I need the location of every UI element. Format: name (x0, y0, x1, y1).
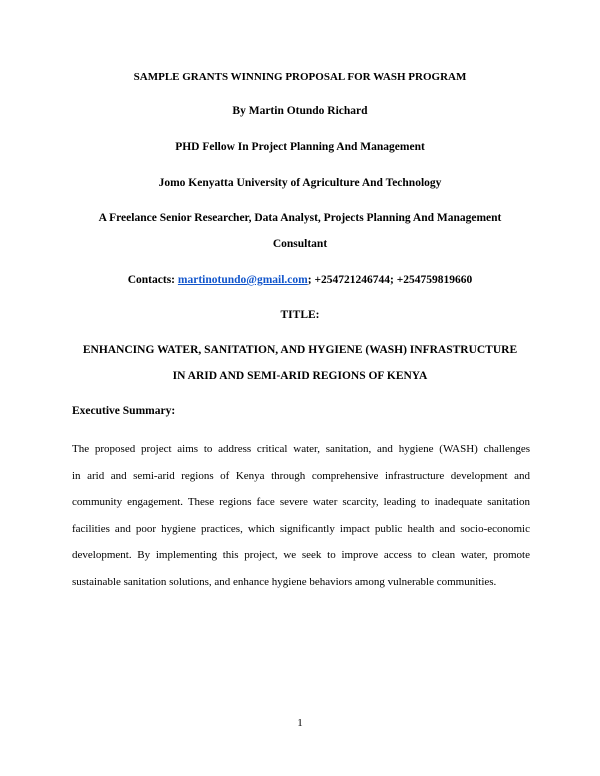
contacts-line (0, 273, 600, 287)
executive-summary-paragraph (72, 436, 530, 596)
paragraph-line: sustainable sanitation solutions, and enhance hygiene behaviors among vulnerable communities. (72, 575, 497, 588)
contacts-label: Contacts: (127, 274, 178, 286)
author-line: By Martin Otundo Richard (232, 105, 368, 117)
contact-email-link[interactable]: martinotundo@gmail.com (177, 274, 308, 286)
paragraph-line: development. By implementing this project, we seek to improve access to clean water, promote (72, 549, 530, 562)
role-line-2: Consultant (272, 238, 328, 250)
role-line-1: A Freelance Senior Researcher, Data Analyst, Projects Planning And Management (98, 212, 502, 224)
project-title-line-2: IN ARID AND SEMI-ARID REGIONS OF KENYA (172, 370, 428, 382)
page-number: 1 (297, 717, 303, 729)
paragraph-line: The proposed project aims to address critical water, sanitation, and hygiene (WASH) challenges (72, 443, 530, 455)
executive-summary-heading: Executive Summary: (72, 405, 176, 417)
university-line: Jomo Kenyatta University of Agriculture And Technology (158, 177, 442, 189)
title-label: TITLE: (280, 309, 320, 321)
fellowship-line: PHD Fellow In Project Planning And Management (175, 141, 425, 153)
paragraph-line: facilities and poor hygiene practices, which significantly impact public health and socio-economic (72, 522, 530, 535)
document-title: SAMPLE GRANTS WINNING PROPOSAL FOR WASH PROGRAM (133, 71, 467, 83)
paragraph-line: community engagement. These regions face severe water scarcity, leading to inadequate sanitation (72, 496, 530, 509)
paragraph-line: in arid and semi-arid regions of Kenya through comprehensive infrastructure development and (72, 469, 530, 482)
contacts-phones: ; +254721246744; +254759819660 (307, 274, 473, 286)
project-title-line-1: ENHANCING WATER, SANITATION, AND HYGIENE (WASH) INFRASTRUCTURE (82, 344, 518, 356)
